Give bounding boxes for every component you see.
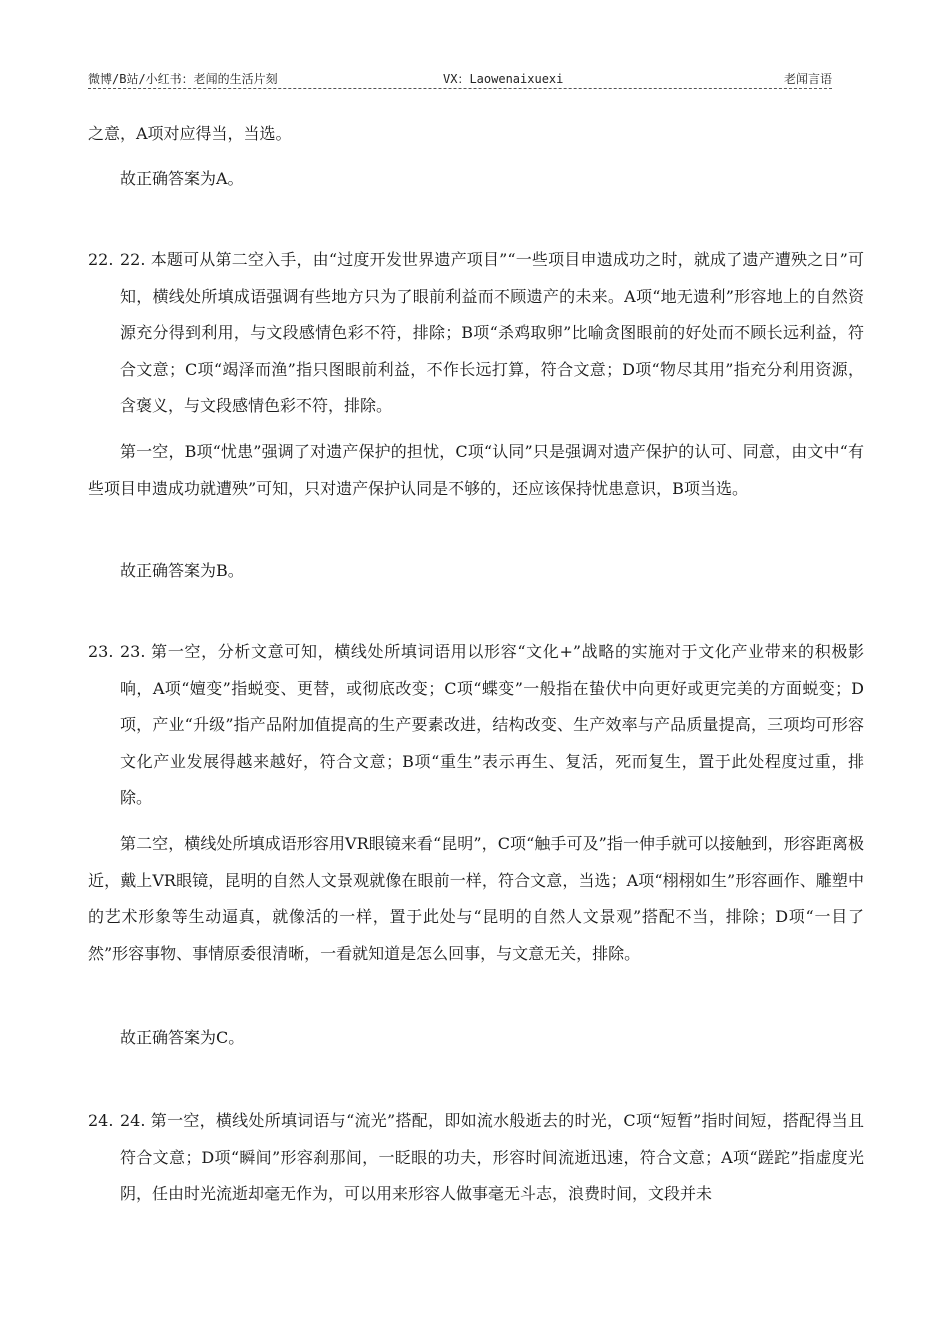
question-number-22: 22. (88, 250, 114, 269)
page-header (88, 70, 832, 90)
question-number-23: 23. (88, 642, 114, 661)
answer-q22: 故正确答案为B。 (120, 561, 244, 580)
header-divider (88, 88, 832, 89)
paragraph-continuation: 之意，A项对应得当，当选。 (88, 124, 292, 143)
q23-explanation: 23. 第一空，分析文意可知，横线处所填词语用以形容“文化+”战略的实施对于文化产业带来的积极影响，A项“嬗变”指蜕变、更替，或彻底改变；C项“蝶变”一般指在蛰伏中向更好或更完美的方面蜕变；D项，产业“升级”指产品附加值提高的生产要素改进，结构改变、生产效率与产品质量提高，三项均可形容文化产业发展得越来越好，符合文意；B项“重生”表示再生、复活，死而复生，置于此处程度过重，排除。 (120, 642, 864, 807)
question-number-24: 24. (88, 1111, 114, 1130)
header-brand: 老闻言语 (783, 72, 832, 86)
q22-second-paragraph: 第一空，B项“忧患”强调了对遗产保护的担忧，C项“认同”只是强调对遗产保护的认可、同意，由文中“有些项目申遗成功就遭殃”可知，只对遗产保护认同是不够的，还应该保持忧患意识，B项当选。 (88, 442, 864, 498)
header-wechat: VX：Laowenaixuexi (443, 72, 564, 86)
header-social: 微博/B站/小红书：老闻的生活片刻 (88, 72, 278, 86)
answer-q23: 故正确答案为C。 (120, 1028, 245, 1047)
answer-q21: 故正确答案为A。 (120, 169, 244, 188)
q23-second-paragraph: 第二空，横线处所填成语形容用VR眼镜来看“昆明”，C项“触手可及”指一伸手就可以接触到，形容距离极近，戴上VR眼镜，昆明的自然人文景观就像在眼前一样，符合文意，当选；A项“栩栩如生”形容画作、雕塑中的艺术形象等生动逼真，就像活的一样，置于此处与“昆明的自然人文景观”搭配不当，排除；D项“一目了然”形容事物、事情原委很清晰，一看就知道是怎么回事，与文意无关，排除。 (88, 834, 864, 963)
q24-explanation: 24. 第一空，横线处所填词语与“流光”搭配，即如流水般逝去的时光，C项“短暂”指时间短，搭配得当且符合文意；D项“瞬间”形容刹那间，一眨眼的功夫，形容时间流逝迅速，符合文意；A项“蹉跎”指虚度光阴，任由时光流逝却毫无作为，可以用来形容人做事毫无斗志，浪费时间，文段并未 (120, 1111, 864, 1203)
q22-explanation: 22. 本题可从第二空入手，由“过度开发世界遗产项目”“一些项目申遗成功之时，就成了遗产遭殃之日”可知，横线处所填成语强调有些地方只为了眼前利益而不顾遗产的未来。A项“地无遗利”形容地上的自然资源充分得到利用，与文段感情色彩不符，排除；B项“杀鸡取卵”比喻贪图眼前的好处而不顾长远利益，符合文意；C项“竭泽而渔”指只图眼前利益，不作长远打算，符合文意；D项“物尽其用”指充分利用资源，含褒义，与文段感情色彩不符，排除。 (120, 250, 864, 415)
